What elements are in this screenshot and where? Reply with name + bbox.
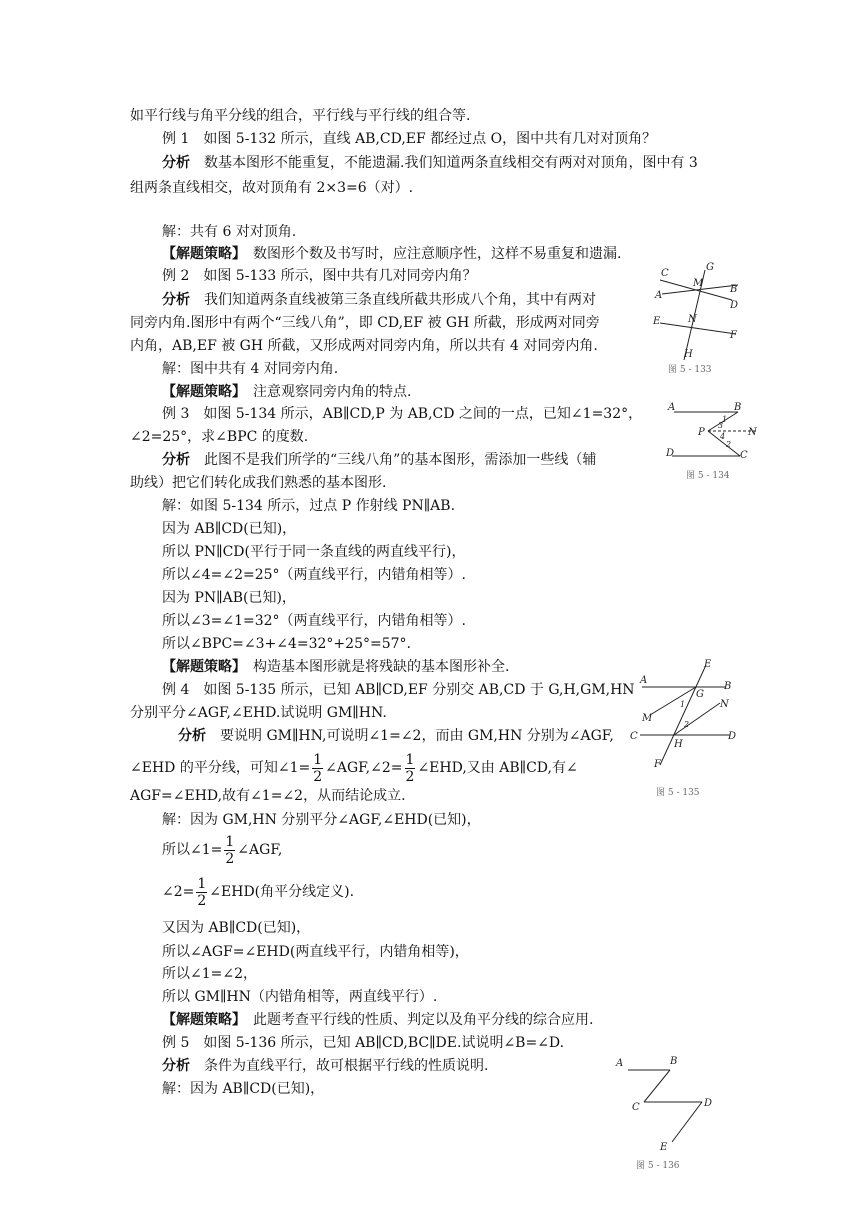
text-line — [162, 244, 621, 264]
text-line: 所以∠1=∠2， — [162, 966, 258, 982]
analysis-label: 分析 — [162, 292, 190, 308]
text-line: AGF=∠EHD,故有∠1=∠2，从而结论成立. — [130, 788, 406, 804]
text-line: 助线）把它们转化成我们熟悉的基本图形. — [130, 475, 387, 491]
figure-label: 4 — [720, 432, 726, 441]
example-2: 例 2 如图 5-133 所示，图中共有几对同旁内角？ — [162, 268, 477, 284]
text-span: ∠AGF, — [237, 842, 283, 858]
analysis-label: 分析 — [162, 1058, 190, 1074]
figure-label: E — [704, 659, 712, 670]
text-span: 所以∠1= — [162, 842, 223, 858]
solution-line: 解：因为 GM,HN 分别平分∠AGF,∠EHD(已知)， — [162, 812, 481, 828]
figure-label: G — [706, 262, 714, 273]
figure-label: C — [632, 1102, 640, 1113]
figure-caption: 图 5 - 135 — [656, 788, 700, 798]
text-line — [162, 1010, 593, 1030]
figure-label: D — [728, 731, 737, 742]
figure-5-135 — [628, 655, 748, 801]
figure-label: A — [640, 675, 648, 686]
example-5: 例 5 如图 5-136 所示，已知 AB∥CD,BC∥DE.试说明∠B=∠D. — [162, 1035, 565, 1051]
text-span: ∠EHD 的平分线，可知∠1= — [130, 760, 311, 776]
figure-label: F — [654, 759, 661, 770]
text-line: 分别平分∠AGF,∠EHD.试说明 GM∥HN. — [130, 705, 387, 721]
text-line: 所以∠3=∠1=32°（两直线平行，内错角相等）. — [162, 613, 467, 629]
text-line: 所以∠BPC=∠3+∠4=32°+25°=57°. — [162, 636, 411, 652]
figure-label: M — [642, 713, 653, 724]
text-span: 此图不是我们所学的“三线八角”的基本图形，需添加一些线（辅 — [204, 452, 597, 468]
text-span: 数图形个数及书写时，应注意顺序性，这样不易重复和遗漏. — [253, 246, 622, 262]
figure-label: 3 — [718, 421, 724, 430]
figure-label: A — [668, 402, 676, 413]
text-line: 内角，AB,EF 被 GH 所截，又形成两对同旁内角，所以共有 4 对同旁内角. — [130, 338, 598, 354]
text-span: 构造基本图形就是将残缺的基本图形补全. — [253, 659, 510, 675]
text-line — [162, 450, 596, 470]
figure-label: D — [666, 448, 675, 459]
text-span: ∠AGF,∠2= — [325, 760, 403, 776]
text-line: 因为 PN∥AB(已知)， — [162, 590, 296, 606]
strategy-label: 【解题策略】 — [162, 384, 239, 400]
figure-label: C — [661, 268, 669, 279]
figure-label: N — [688, 314, 697, 325]
text-span: ∠EHD,又由 AB∥CD,有∠ — [417, 760, 578, 776]
fraction-num: 1 — [197, 875, 207, 892]
figure-label: B — [724, 681, 732, 692]
example-3: 例 3 如图 5-134 所示，AB∥CD,P 为 AB,CD 之间的一点，已知∠1=32°， — [162, 406, 643, 422]
figure-label: F — [730, 330, 737, 341]
figure-caption: 图 5 - 134 — [686, 471, 730, 481]
figure-label: 2 — [684, 720, 690, 729]
figure-label: E — [653, 316, 661, 327]
text-line: 又因为 AB∥CD(已知)， — [162, 920, 311, 936]
figure-5-134 — [660, 398, 760, 484]
figure-5-133 — [648, 258, 744, 378]
text-line — [162, 874, 354, 910]
figure-label: H — [684, 349, 693, 360]
text-span: ∠EHD(角平分线定义). — [209, 884, 355, 900]
text-line: 同旁内角.图形中有两个“三线八角”，即 CD,EF 被 GH 所截，形成两对同旁 — [130, 315, 600, 331]
text-line — [162, 153, 698, 173]
analysis-label: 分析 — [162, 452, 190, 468]
strategy-label: 【解题策略】 — [162, 246, 239, 262]
text-span: 数基本图形不能重复，不能遗漏.我们知道两条直线相交有两对对顶角，图中有 3 — [204, 155, 698, 171]
figure-label: B — [670, 1056, 678, 1067]
text-span: 要说明 GM∥HN,可说明∠1=∠2，而由 GM,HN 分别为∠AGF, — [220, 728, 614, 744]
figure-label: B — [730, 284, 738, 295]
fraction-den: 2 — [197, 892, 207, 909]
figure-label: M — [693, 278, 704, 289]
figure-label: A — [655, 290, 663, 301]
fraction-num: 1 — [405, 751, 415, 768]
solution-line: 解：图中共有 4 对同旁内角. — [162, 361, 339, 377]
text-span: 注意观察同旁内角的特点. — [253, 384, 412, 400]
text-line: 所以∠AGF=∠EHD(两直线平行，内错角相等)， — [162, 944, 469, 960]
text-span: 条件为直线平行，故可根据平行线的性质说明. — [204, 1058, 489, 1074]
analysis-label: 分析 — [162, 155, 190, 171]
text-span: 我们知道两条直线被第三条直线所截共形成八个角，其中有两对 — [204, 292, 596, 308]
text-line — [162, 290, 596, 310]
text-line: 如平行线与角平分线的组合，平行线与平行线的组合等. — [130, 108, 471, 124]
text-line: 组两条直线相交，故对顶角有 2×3=6（对）. — [130, 180, 414, 196]
figure-label: N — [720, 699, 729, 710]
figure-label: G — [696, 689, 704, 700]
figure-label: 1 — [722, 415, 728, 424]
text-line: 所以 GM∥HN（内错角相等，两直线平行）. — [162, 989, 438, 1005]
text-line — [162, 657, 509, 677]
text-line: 因为 AB∥CD(已知)， — [162, 521, 297, 537]
text-span: 此题考查平行线的性质、判定以及角平分线的综合应用. — [253, 1012, 594, 1028]
figure-caption: 图 5 - 133 — [668, 365, 712, 375]
figure-label: C — [630, 731, 638, 742]
figure-label: B — [734, 402, 742, 413]
figure-caption: 图 5 - 136 — [636, 1161, 680, 1171]
text-line — [178, 726, 614, 746]
fraction-half — [312, 752, 323, 785]
figure-label: D — [730, 300, 739, 311]
text-span: ∠2= — [162, 884, 195, 900]
solution-line: 解：因为 AB∥CD(已知)， — [162, 1081, 325, 1097]
figure-label: A — [616, 1058, 624, 1069]
fraction-num: 1 — [225, 833, 235, 850]
figure-label: H — [674, 739, 683, 750]
figure-label: 1 — [680, 700, 686, 709]
fraction-half — [224, 834, 235, 867]
figure-label: 2 — [726, 440, 732, 449]
text-line — [162, 1056, 488, 1076]
text-line — [130, 750, 578, 786]
figure-5-136 — [608, 1050, 728, 1180]
fraction-den: 2 — [225, 850, 235, 867]
strategy-label: 【解题策略】 — [162, 1012, 239, 1028]
text-line: ∠2=25°，求∠BPC 的度数. — [130, 429, 309, 445]
fraction-num: 1 — [313, 751, 323, 768]
figure-label: C — [740, 450, 748, 461]
solution-line: 解：如图 5-134 所示，过点 P 作射线 PN∥AB. — [162, 498, 456, 514]
figure-label: E — [660, 1142, 668, 1153]
figure-label: P — [698, 427, 705, 438]
figure-label: D — [704, 1098, 713, 1109]
text-line — [162, 382, 411, 402]
example-1: 例 1 如图 5-132 所示，直线 AB,CD,EF 都经过点 O，图中共有几对对顶角？ — [162, 131, 657, 147]
analysis-label: 分析 — [178, 728, 206, 744]
example-4: 例 4 如图 5-135 所示，已知 AB∥CD,EF 分别交 AB,CD 于 G,H,GM,HN — [162, 682, 635, 698]
figure-label: N — [748, 427, 757, 438]
strategy-label: 【解题策略】 — [162, 659, 239, 675]
text-line: 所以 PN∥CD(平行于同一条直线的两直线平行)， — [162, 544, 466, 560]
fraction-half — [196, 876, 207, 909]
text-line — [162, 832, 282, 868]
fraction-den: 2 — [405, 768, 415, 785]
solution-line: 解：共有 6 对对顶角. — [162, 224, 297, 240]
fraction-half — [405, 752, 416, 785]
fraction-den: 2 — [313, 768, 323, 785]
text-line: 所以∠4=∠2=25°（两直线平行，内错角相等）. — [162, 567, 467, 583]
